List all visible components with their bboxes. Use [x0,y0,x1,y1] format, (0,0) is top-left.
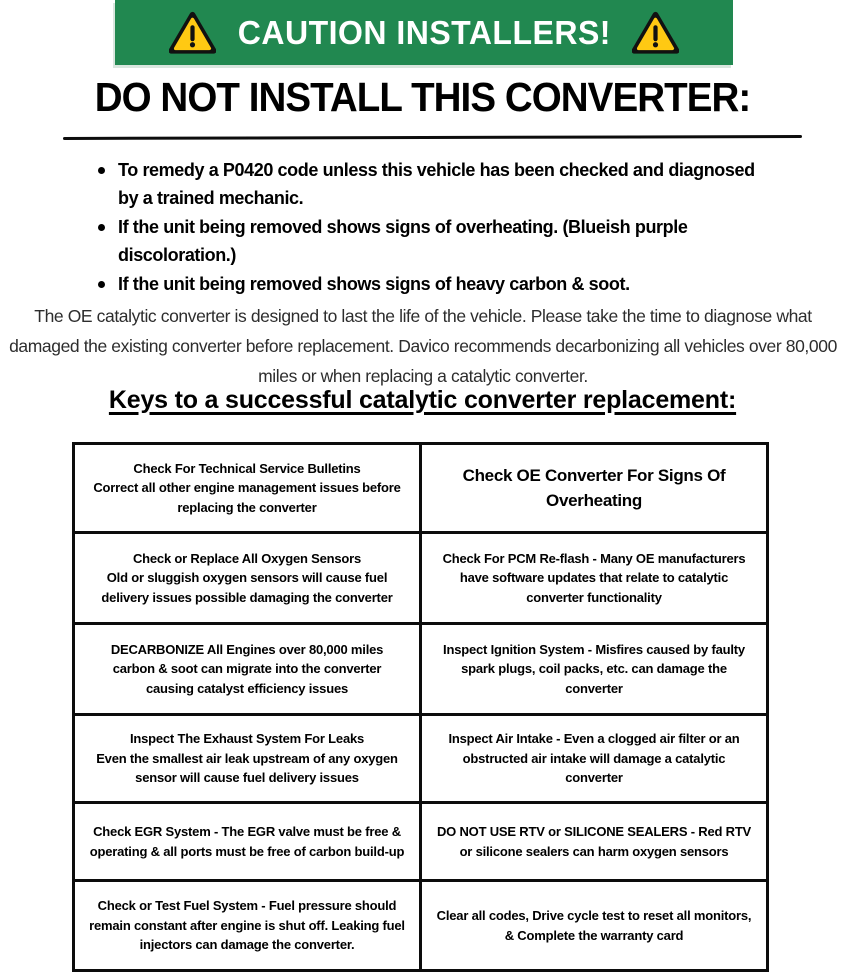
bullet-item [98,213,778,269]
intro-paragraph: The OE catalytic converter is designed to last the life of the vehicle. Please take the time to diagnose what damaged the existing converter before replacement. Davico recommends decarbonizing all vehicles over 80,000 miles or when replacing a catalytic converter. [9,306,837,386]
table-cell-text: Check For PCM Re-flash - Many OE manufacturers have software updates that relate to catalytic converter functionality [442,550,746,605]
table-cell-text: Inspect Ignition System - Misfires caused by faulty spark plugs, coil packs, etc. can damage the converter [443,641,745,696]
table-cell-left [74,444,421,533]
table-row [74,533,768,624]
table-cell-text: Even the smallest air leak upstream of any oxygen sensor will cause fuel delivery issues [96,750,398,786]
table-cell-text: Inspect The Exhaust System For Leaks [129,731,365,747]
table-cell-right [421,624,768,715]
table-cell-right [421,444,768,533]
bullet-dot-icon [98,224,105,231]
table-cell-text: Correct all other engine management issues before replacing the converter [93,480,401,515]
table-cell-right [421,803,768,881]
table-cell-right [421,715,768,803]
table-cell-text: Old or sluggish oxygen sensors will cause fuel delivery issues possible damaging the converter [101,570,393,605]
banner-text: CAUTION INSTALLERS! [237,13,611,51]
bullet-text: To remedy a P0420 code unless this vehicle has been checked and diagnosed by a trained mechanic. [118,160,755,208]
table-cell-text: DO NOT USE RTV or SILICONE SEALERS - Red RTV or silicone sealers can harm oxygen sensors [436,824,752,859]
table-cell-left [74,881,421,971]
table-cell-left [74,533,421,624]
bullet-item [98,270,778,298]
table-cell-text: Check OE Converter For Signs Of Overheating [462,465,726,510]
keys-table [72,442,769,972]
warning-triangle-icon [632,11,679,55]
caution-banner [115,0,733,65]
table-cell-left [74,624,421,715]
table-row [74,624,768,715]
table-cell-text: Inspect Air Intake - Even a clogged air filter or an obstructed air intake will damage a catalytic converter [448,731,740,786]
table-cell-right [421,881,768,971]
page-title: DO NOT INSTALL THIS CONVERTER: [94,74,751,120]
bullet-dot-icon [98,281,105,288]
bullet-text: If the unit being removed shows signs of heavy carbon & soot. [118,274,630,294]
table-row [74,881,768,971]
table-cell-text: Check or Test Fuel System - Fuel pressure should remain constant after engine is shut off. Leaking fuel injectors can damage the converter. [89,898,405,953]
table-cell-text: DECARBONIZE All Engines over 80,000 miles carbon & soot can migrate into the converter causing catalyst efficiency issues [110,641,384,696]
warning-bullet-list [98,156,778,299]
divider-line [63,135,802,140]
table-row [74,803,768,881]
table-cell-text: Check or Replace All Oxygen Sensors [132,550,362,566]
warning-triangle-icon [169,11,216,55]
table-cell-left [74,803,421,881]
table-cell-text: Clear all codes, Drive cycle test to reset all monitors, & Complete the warranty card [436,908,752,943]
section-heading-text: Keys to a successful catalytic converter replacement: [108,386,737,414]
table-row [74,715,768,803]
bullet-dot-icon [98,167,105,174]
table-cell-text: Check EGR System - The EGR valve must be free & operating & all ports must be free of carbon build-up [89,824,405,859]
section-heading [0,386,845,415]
bullet-text: If the unit being removed shows signs of overheating. (Blueish purple discoloration.) [118,217,688,265]
table-row [74,444,768,533]
bullet-item [98,156,778,212]
table-cell-right [421,533,768,624]
table-cell-text: Check For Technical Service Bulletins [133,460,361,476]
table-cell-left [74,715,421,803]
